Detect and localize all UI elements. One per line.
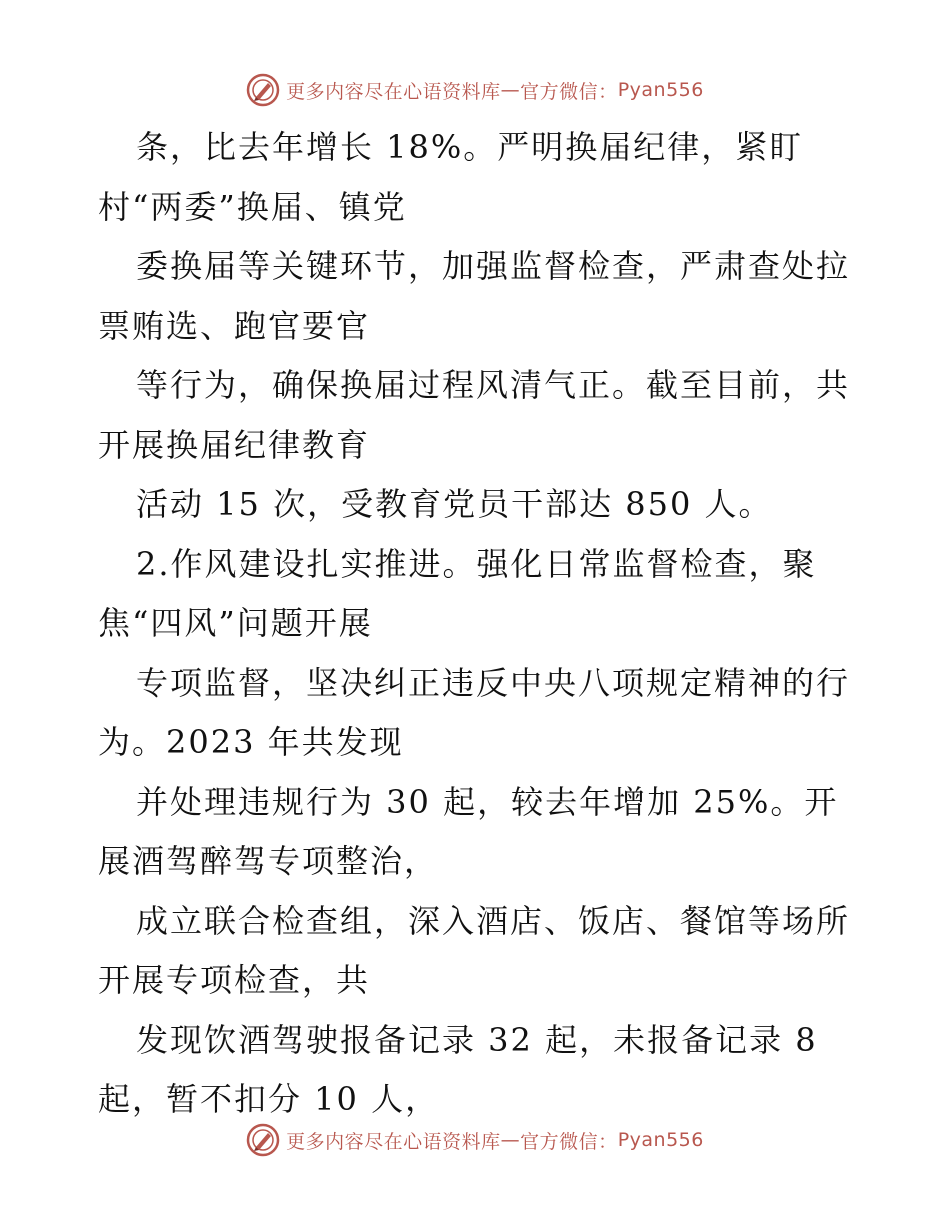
banner-wechat-id: Pyan556 xyxy=(617,1129,704,1151)
body-line-7: 活动 15 次，受教育党员干部达 850 人。 xyxy=(136,485,773,523)
banner-separator: — xyxy=(500,1129,521,1151)
body-line-8: 2.作风建设扎实推进。强化日常监督检查，聚 xyxy=(136,544,817,583)
header-watermark-banner xyxy=(0,70,950,110)
body-line-14: 成立联合检查组，深入酒店、饭店、餐馆等场所 xyxy=(136,901,851,940)
body-line-6: 开展换届纪律教育 xyxy=(98,425,371,464)
banner-contact-label: 官方微信： xyxy=(520,1130,618,1153)
pen-logo-icon xyxy=(246,73,280,107)
body-line-4: 票贿选、跑官要官 xyxy=(98,306,371,345)
banner-brand-text: 更多内容尽在心语资料库 xyxy=(286,80,501,103)
pen-logo-icon xyxy=(246,1123,280,1157)
body-line-10: 专项监督，坚决纠正违反中央八项规定精神的行 xyxy=(136,663,851,702)
banner-contact-label: 官方微信： xyxy=(520,80,618,103)
banner-wechat-id: Pyan556 xyxy=(617,79,704,101)
document-body xyxy=(98,118,858,1130)
body-line-12: 并处理违规行为 30 起，较去年增加 25%。开 xyxy=(136,782,839,821)
body-line-15: 开展专项检查，共 xyxy=(98,961,371,999)
body-line-17: 起，暂不扣分 10 人， xyxy=(98,1080,440,1118)
body-line-16: 发现饮酒驾驶报备记录 32 起，未报备记录 8 xyxy=(136,1020,818,1059)
body-line-1: 条，比去年增长 18%。严明换届纪律，紧盯 xyxy=(136,128,804,166)
banner-brand-text: 更多内容尽在心语资料库 xyxy=(286,1130,501,1153)
body-line-13: 展酒驾醉驾专项整治， xyxy=(98,842,439,880)
body-line-2: 村“两委”换届、镇党 xyxy=(98,187,407,226)
banner-separator: — xyxy=(500,79,521,101)
body-line-5: 等行为，确保换届过程风清气正。截至目前，共 xyxy=(136,366,851,404)
body-line-3: 委换届等关键环节，加强监督检查，严肃查处拉 xyxy=(136,247,851,285)
body-line-9: 焦“四风”问题开展 xyxy=(98,604,373,642)
footer-watermark-banner xyxy=(0,1120,950,1160)
body-line-11: 为。2023 年共发现 xyxy=(98,723,404,761)
